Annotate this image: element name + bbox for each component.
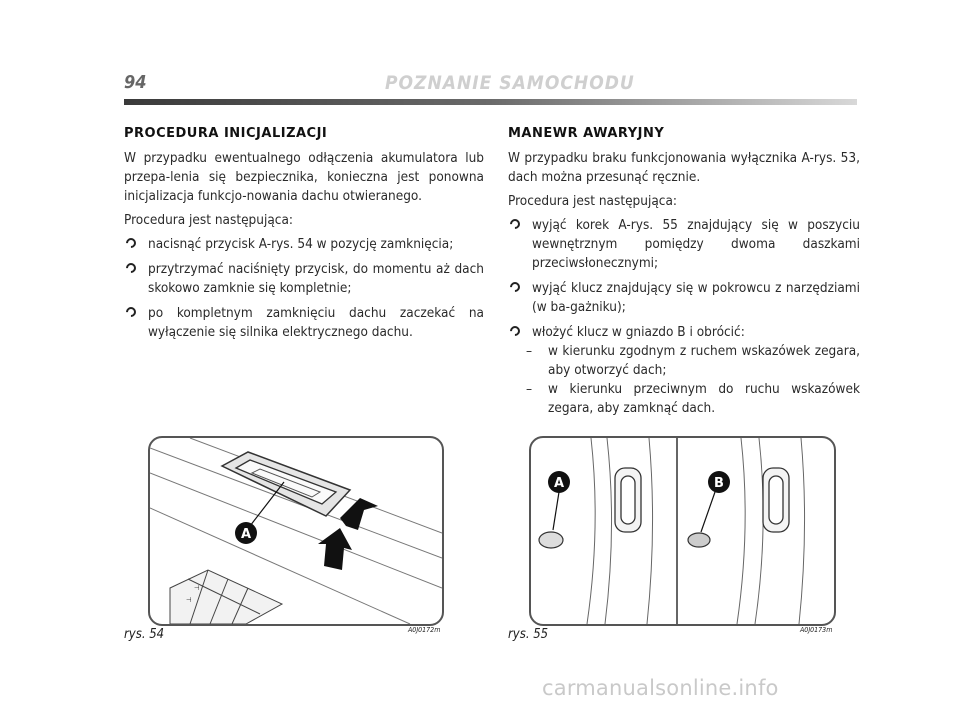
callout-a-label: A (240, 527, 252, 542)
section-title-initialization: PROCEDURA INICJALIZACJI (124, 126, 328, 141)
bullet-circle-icon (124, 305, 138, 319)
procedure-label: Procedura jest następująca: (508, 193, 678, 209)
figure-54-code: A0J0172m (408, 626, 441, 634)
figure-55-illustration (531, 438, 834, 624)
figure-54-caption: rys. 54 (124, 627, 165, 642)
bullet-text: nacisnąć przycisk A-rys. 54 w pozycję zamknięcia; (148, 236, 454, 252)
bullet-item (124, 304, 484, 342)
sun-visor-latch-left (615, 468, 641, 532)
header-rule (124, 99, 857, 105)
roof-switch-housing (222, 452, 350, 516)
bullet-text: włożyć klucz w gniazdo B i obrócić: (532, 324, 745, 340)
bullet-circle-icon (508, 217, 522, 231)
figure-55-emergency-plug (529, 436, 836, 626)
bullet-circle-icon (508, 324, 522, 338)
plug-a-shape (539, 532, 563, 548)
right-column (508, 124, 860, 418)
section-title-emergency: MANEWR AWARYJNY (508, 126, 665, 141)
sun-visor-latch-right (763, 468, 789, 532)
dash-mark: – (526, 381, 533, 397)
figure-55-code: A0J0173m (800, 626, 833, 634)
procedure-label: Procedura jest następująca: (124, 212, 294, 228)
figure-54-illustration (150, 438, 442, 624)
intro-paragraph: W przypadku braku funkcjonowania wyłącznika A-rys. 53, dach można przesunąć ręcznie. (508, 150, 860, 185)
left-column (124, 124, 484, 348)
page-number: 94 (124, 72, 147, 93)
sub-item-text: w kierunku przeciwnym do ruchu wskazówek zegara, aby zamknąć dach. (548, 381, 860, 416)
bullet-text: wyjąć korek A-rys. 55 znajdujący się w poszyciu wewnętrznym pomiędzy dwoma daszkami przeciwsłonecznymi; (532, 217, 860, 271)
sub-item (526, 380, 860, 418)
figure-54-roof-button (148, 436, 444, 626)
intro-paragraph: W przypadku ewentualnego odłączenia akumulatora lub przepa-lenia się bezpiecznika, konieczna jest ponowna inicjalizacja funkcjo-nowania dachu otwieranego. (124, 150, 484, 204)
socket-b-shape (688, 533, 710, 547)
dash-mark: – (526, 343, 533, 359)
figure-55-caption: rys. 55 (508, 627, 549, 642)
bullet-text: wyjąć klucz znajdujący się w pokrowcu z narzędziami (w ba-gażniku); (532, 280, 860, 315)
svg-text:⊣: ⊣ (194, 584, 200, 592)
sub-item (526, 342, 860, 380)
bullet-item (508, 323, 860, 342)
callout-a-label: A (553, 476, 565, 491)
sub-item-text: w kierunku zgodnym z ruchem wskazówek zegara, aby otworzyć dach; (548, 343, 860, 378)
bullet-circle-icon (124, 261, 138, 275)
callout-b-label: B (714, 476, 724, 491)
bullet-text: przytrzymać naciśnięty przycisk, do momentu aż dach skokowo zamknie się kompletnie; (148, 261, 484, 296)
bullet-circle-icon (124, 236, 138, 250)
bullet-item (508, 216, 860, 273)
bullet-item (124, 260, 484, 298)
watermark-text: carmanualsonline.info (542, 676, 779, 700)
bullet-item (124, 235, 484, 254)
page-header-title: POZNANIE SAMOCHODU (385, 72, 635, 94)
bullet-text: po kompletnym zamknięciu dachu zaczekać na wyłączenie się silnika elektrycznego dachu. (148, 305, 484, 340)
svg-text:⊣: ⊣ (186, 596, 192, 604)
bullet-item (508, 279, 860, 317)
bullet-circle-icon (508, 280, 522, 294)
